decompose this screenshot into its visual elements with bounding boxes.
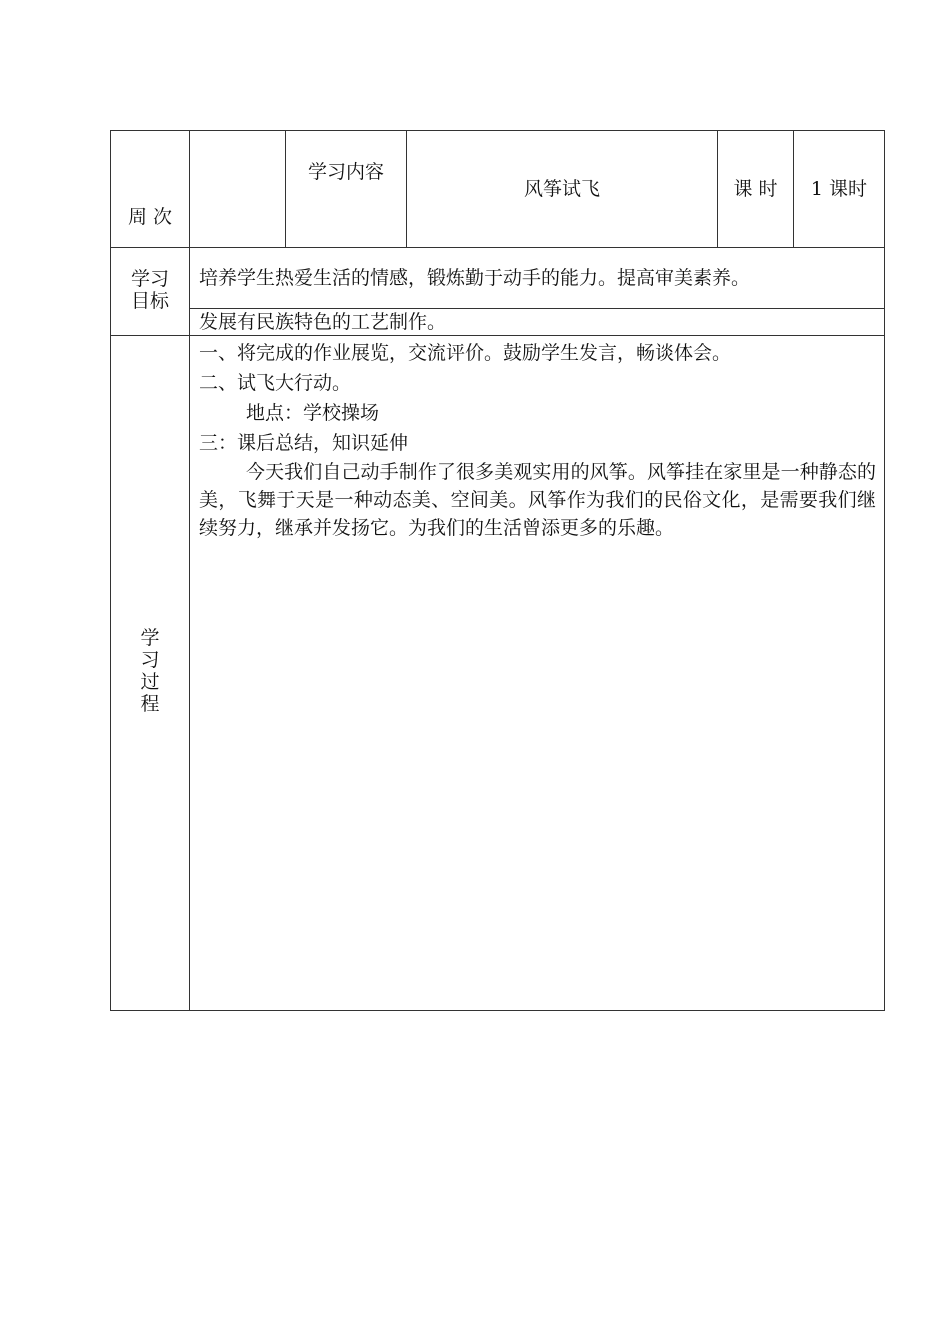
process-step-3: 三：课后总结，知识延伸: [199, 432, 409, 454]
content-label: 学习内容: [286, 131, 407, 248]
process-label: 学习过程: [140, 627, 160, 715]
week-value: [190, 131, 286, 248]
goals-row-2: [111, 309, 885, 336]
summary-paragraph: 今天我们自己动手制作了很多美观实用的风筝。风筝挂在家里是一种静态的美，飞舞于天是一种动态美、空间美。风筝作为我们的民俗文化，是需要我们继续努力，继承并发扬它。为我们的生活曾添更多的乐趣。: [199, 461, 876, 539]
process-label-cell: [111, 336, 190, 1011]
topic-title: 风筝试飞: [407, 131, 718, 248]
process-step-2: 二、试飞大行动。: [199, 372, 352, 394]
process-row: [111, 336, 885, 1011]
goal-line-1: 培养学生热爱生活的情感，锻炼勤于动手的能力。提高审美素养。: [190, 248, 885, 309]
hours-value: 1 课时: [794, 131, 885, 248]
process-step-1: 一、将完成的作业展览，交流评价。鼓励学生发言，畅谈体会。: [199, 342, 732, 364]
hours-label: 课 时: [718, 131, 794, 248]
lesson-plan-table: [110, 130, 885, 1011]
process-content: [190, 336, 885, 1011]
goal-line-2: 发展有民族特色的工艺制作。: [190, 309, 885, 336]
process-location: 地点：学校操场: [246, 402, 380, 424]
header-row: [111, 131, 885, 248]
goals-label-cell: [111, 248, 190, 336]
week-label: 周 次: [111, 131, 190, 248]
goals-row-1: [111, 248, 885, 309]
goals-label: 学习目标: [130, 267, 169, 312]
